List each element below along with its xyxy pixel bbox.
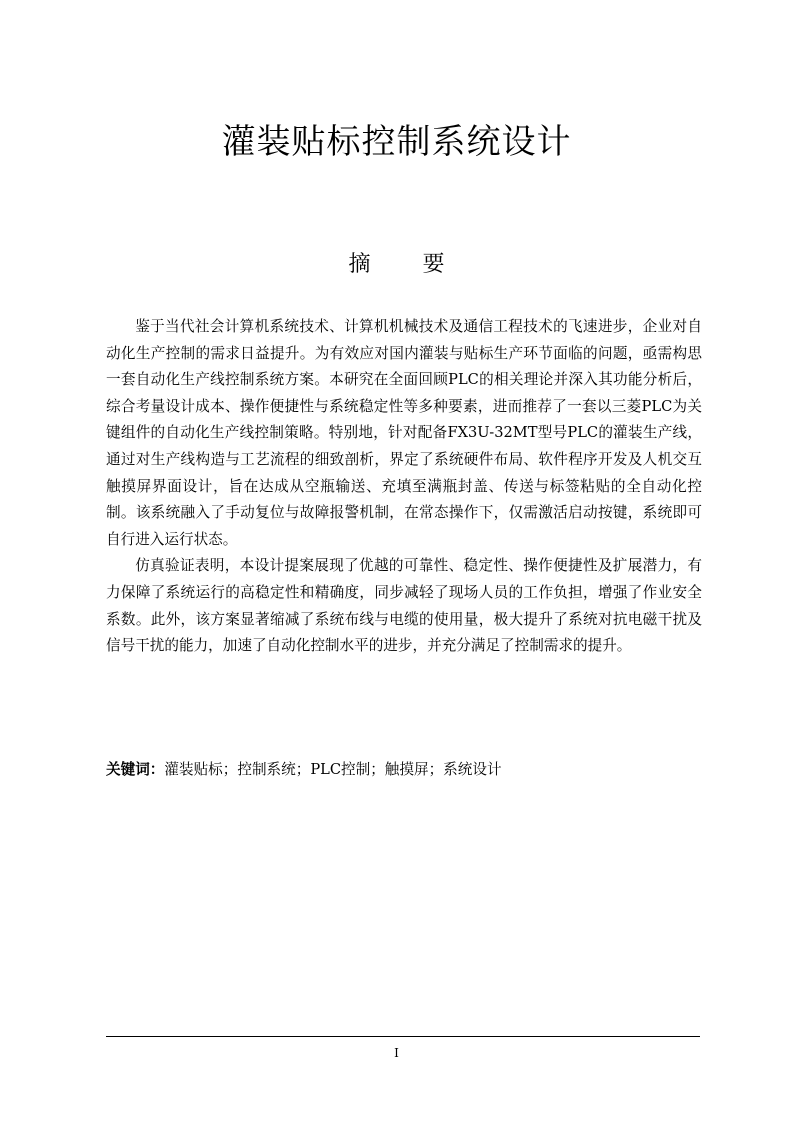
abstract-paragraph-1: 鉴于当代社会计算机系统技术、计算机机械技术及通信工程技术的飞速进步，企业对自动化生产控制的需求日益提升。为有效应对国内灌装与贴标生产环节面临的问题，亟需构思一套自动化生产线控制系统方案。本研究在全面回顾PLC的相关理论并深入其功能分析后，综合考量设计成本、操作便捷性与系统稳定性等多种要素，进而推荐了一套以三菱PLC为关键组件的自动化生产线控制策略。特别地，针对配备FX3U-32MT型号PLC的灌装生产线，通过对生产线构造与工艺流程的细致剖析，界定了系统硬件布局、软件程序开发及人机交互触摸屏界面设计，旨在达成从空瓶输送、充填至满瓶封盖、传送与标签粘贴的全自动化控制。该系统融入了手动复位与故障报警机制，在常态操作下，仅需激活启动按键，系统即可自行进入运行状态。 <box>106 318 702 548</box>
page-number: I <box>394 1046 399 1060</box>
abstract-heading-right: 要 <box>422 252 445 277</box>
page-title: 灌装贴标控制系统设计 <box>221 122 572 162</box>
keywords-text: 灌装贴标；控制系统；PLC控制；触摸屏；系统设计 <box>164 761 502 778</box>
abstract-heading <box>0 249 793 281</box>
keywords-label: 关键词： <box>106 761 165 778</box>
abstract-body <box>106 314 702 660</box>
abstract-heading-left: 摘 <box>348 252 371 277</box>
abstract-paragraph-2: 仿真验证表明，本设计提案展现了优越的可靠性、稳定性、操作便捷性及扩展潜力，有力保障了系统运行的高稳定性和精确度，同步减轻了现场人员的工作负担，增强了作业安全系数。此外，该方案显著缩减了系统布线与电缆的使用量，极大提升了系统对抗电磁干扰及信号干扰的能力，加速了自动化控制水平的进步，并充分满足了控制需求的提升。 <box>106 557 702 655</box>
keywords-line <box>106 757 702 783</box>
footer-divider <box>106 1036 700 1037</box>
